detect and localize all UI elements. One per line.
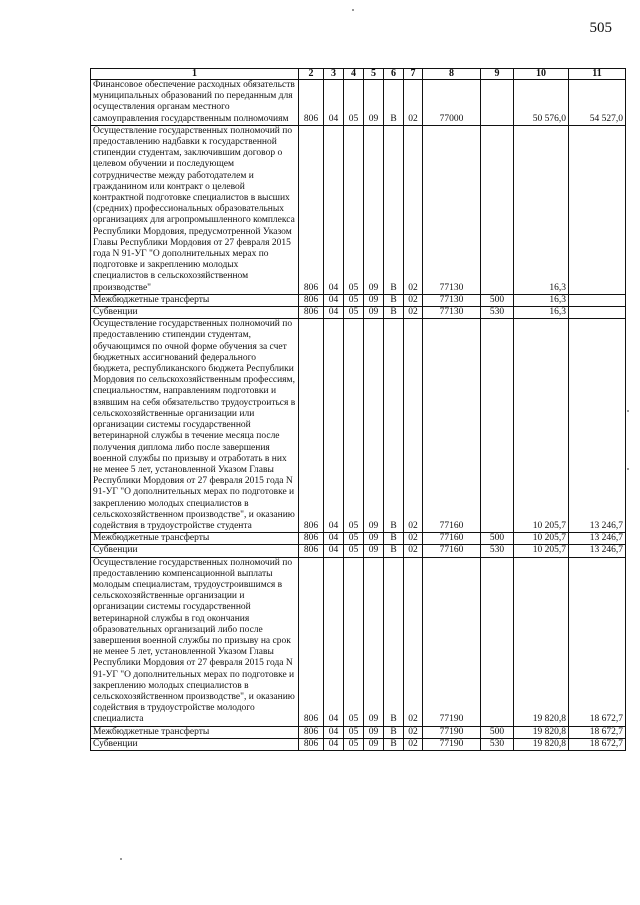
sum-col11-cell (569, 307, 626, 319)
gr7-cell: 02 (404, 307, 423, 319)
table-row (91, 557, 626, 726)
gr3-cell: 04 (324, 125, 344, 294)
gr7-cell: 02 (404, 557, 423, 726)
gr5-cell: 09 (364, 307, 384, 319)
gr6-cell: В (384, 319, 404, 533)
gr5-cell: 09 (364, 726, 384, 738)
gr3-cell: 04 (324, 545, 344, 557)
sum-col11-cell: 18 672,7 (569, 726, 626, 738)
gr8-cell: 77190 (423, 557, 481, 726)
gr3-cell: 04 (324, 533, 344, 545)
gr2-cell: 806 (299, 533, 324, 545)
sum-col10-cell: 19 820,8 (514, 726, 569, 738)
gr2-cell: 806 (299, 557, 324, 726)
gr4-cell: 05 (344, 125, 364, 294)
gr5-cell: 09 (364, 80, 384, 126)
col-header-8: 8 (423, 69, 481, 80)
gr8-cell: 77190 (423, 738, 481, 750)
gr5-cell: 09 (364, 533, 384, 545)
sum-col10-cell: 50 576,0 (514, 80, 569, 126)
description-cell: Осуществление государственных полномочий по предоставлению стипендии студентам, обучающимся по очной форме обучения за счет бюджетных ассигнований федерального бюджета, республиканского бюджета Республики Мордовия по сельскохозяйственным профессиям, специальностям, направлениям подготовки и взявшим на себя обязательство трудоустроиться в сельскохозяйственные организации или организации системы государственной ветеринарной службы в течение месяца после получения диплома либо после завершения военной службы по призыву и отработать в них не менее 5 лет, установленной Указом Главы Республики Мордовия от 27 февраля 2015 года N 91-УГ "О дополнительных мерах по подготовке и закреплению молодых специалистов в сельскохозяйственном производстве", и оказанию содействия в трудоустройстве студента (91, 319, 299, 533)
gr6-cell: В (384, 557, 404, 726)
gr9-cell (481, 80, 514, 126)
gr7-cell: 02 (404, 545, 423, 557)
gr7-cell: 02 (404, 125, 423, 294)
sum-col10-cell: 16,3 (514, 125, 569, 294)
page-number: 505 (589, 20, 612, 36)
scan-speck (120, 858, 122, 860)
sum-col10-cell: 16,3 (514, 307, 569, 319)
sum-col11-cell: 13 246,7 (569, 545, 626, 557)
col-header-1: 1 (91, 69, 299, 80)
sum-col11-cell: 18 672,7 (569, 738, 626, 750)
table-row (91, 125, 626, 294)
col-header-9: 9 (481, 69, 514, 80)
gr5-cell: 09 (364, 319, 384, 533)
col-header-5: 5 (364, 69, 384, 80)
gr6-cell: В (384, 533, 404, 545)
gr2-cell: 806 (299, 738, 324, 750)
description-cell: Осуществление государственных полномочий по предоставлению компенсационной выплаты молодым специалистам, трудоустроившимся в сельскохозяйственные организации и организации системы государственной ветеринарной службы в год окончания образовательных организаций либо после завершения военной службы по призыву на срок не менее 5 лет, установленной Указом Главы Республики Мордовия от 27 февраля 2015 года N 91-УГ "О дополнительных мерах по подготовке и закреплению молодых специалистов в сельскохозяйственном производстве", и оказанию содействия в трудоустройстве молодого специалиста (91, 557, 299, 726)
gr7-cell: 02 (404, 319, 423, 533)
description-cell: Субвенции (91, 545, 299, 557)
gr2-cell: 806 (299, 545, 324, 557)
col-header-4: 4 (344, 69, 364, 80)
sum-col10-cell: 19 820,8 (514, 557, 569, 726)
gr4-cell: 05 (344, 80, 364, 126)
gr5-cell: 09 (364, 545, 384, 557)
table-row (91, 319, 626, 533)
gr9-cell (481, 557, 514, 726)
gr8-cell: 77130 (423, 294, 481, 306)
table-row (91, 738, 626, 750)
gr3-cell: 04 (324, 294, 344, 306)
gr4-cell: 05 (344, 294, 364, 306)
gr3-cell: 04 (324, 557, 344, 726)
gr6-cell: В (384, 125, 404, 294)
col-header-7: 7 (404, 69, 423, 80)
gr9-cell (481, 319, 514, 533)
sum-col11-cell: 18 672,7 (569, 557, 626, 726)
table-row (91, 294, 626, 306)
gr7-cell: 02 (404, 80, 423, 126)
sum-col11-cell (569, 294, 626, 306)
table-row (91, 533, 626, 545)
gr3-cell: 04 (324, 319, 344, 533)
gr8-cell: 77160 (423, 545, 481, 557)
sum-col10-cell: 10 205,7 (514, 319, 569, 533)
gr7-cell: 02 (404, 738, 423, 750)
sum-col10-cell: 16,3 (514, 294, 569, 306)
gr3-cell: 04 (324, 738, 344, 750)
description-cell: Межбюджетные трансферты (91, 533, 299, 545)
gr8-cell: 77190 (423, 726, 481, 738)
col-header-11: 11 (569, 69, 626, 80)
description-cell: Осуществление государственных полномочий по предоставлению надбавки к государственной стипендии студентам, заключившим договор о целевом обучении и последующем сотрудничестве между работодателем и гражданином или контракт о целевой контрактной подготовке специалистов в высших (средних) профессиональных образовательных организациях для агропромышленного комплекса Республики Мордовия, предусмотренной Указом Главы Республики Мордовия от 27 февраля 2015 года N 91-УГ "О дополнительных мерах по подготовке и закреплению молодых специалистов в сельскохозяйственном производстве" (91, 125, 299, 294)
gr6-cell: В (384, 307, 404, 319)
gr9-cell: 530 (481, 738, 514, 750)
sum-col11-cell: 13 246,7 (569, 319, 626, 533)
gr9-cell: 530 (481, 545, 514, 557)
gr2-cell: 806 (299, 726, 324, 738)
gr2-cell: 806 (299, 294, 324, 306)
table-row (91, 545, 626, 557)
gr6-cell: В (384, 80, 404, 126)
gr4-cell: 05 (344, 545, 364, 557)
description-cell: Субвенции (91, 738, 299, 750)
table-row (91, 307, 626, 319)
header-row (91, 69, 626, 80)
table-row (91, 726, 626, 738)
description-cell: Субвенции (91, 307, 299, 319)
gr7-cell: 02 (404, 533, 423, 545)
gr9-cell: 500 (481, 726, 514, 738)
gr6-cell: В (384, 738, 404, 750)
gr5-cell: 09 (364, 125, 384, 294)
gr5-cell: 09 (364, 738, 384, 750)
sum-col11-cell: 54 527,0 (569, 80, 626, 126)
gr2-cell: 806 (299, 307, 324, 319)
scan-speck (627, 410, 629, 412)
col-header-10: 10 (514, 69, 569, 80)
gr4-cell: 05 (344, 726, 364, 738)
col-header-6: 6 (384, 69, 404, 80)
budget-table (90, 68, 626, 751)
gr9-cell (481, 125, 514, 294)
gr5-cell: 09 (364, 294, 384, 306)
gr8-cell: 77130 (423, 125, 481, 294)
col-header-3: 3 (324, 69, 344, 80)
scan-speck (352, 9, 354, 11)
gr3-cell: 04 (324, 80, 344, 126)
gr4-cell: 05 (344, 307, 364, 319)
gr6-cell: В (384, 545, 404, 557)
gr5-cell: 09 (364, 557, 384, 726)
gr3-cell: 04 (324, 726, 344, 738)
description-cell: Межбюджетные трансферты (91, 294, 299, 306)
gr8-cell: 77160 (423, 533, 481, 545)
sum-col10-cell: 10 205,7 (514, 545, 569, 557)
gr9-cell: 530 (481, 307, 514, 319)
gr3-cell: 04 (324, 307, 344, 319)
gr8-cell: 77160 (423, 319, 481, 533)
sum-col10-cell: 19 820,8 (514, 738, 569, 750)
gr6-cell: В (384, 294, 404, 306)
gr6-cell: В (384, 726, 404, 738)
description-cell: Межбюджетные трансферты (91, 726, 299, 738)
sum-col11-cell: 13 246,7 (569, 533, 626, 545)
gr4-cell: 05 (344, 738, 364, 750)
col-header-2: 2 (299, 69, 324, 80)
table-body (91, 80, 626, 751)
description-cell: Финансовое обеспечение расходных обязательств муниципальных образований по переданным для осуществления органам местного самоуправления государственным полномочиям (91, 80, 299, 126)
gr7-cell: 02 (404, 726, 423, 738)
gr4-cell: 05 (344, 319, 364, 533)
sum-col10-cell: 10 205,7 (514, 533, 569, 545)
sum-col11-cell (569, 125, 626, 294)
gr8-cell: 77000 (423, 80, 481, 126)
gr7-cell: 02 (404, 294, 423, 306)
gr2-cell: 806 (299, 319, 324, 533)
gr8-cell: 77130 (423, 307, 481, 319)
scan-speck (627, 468, 629, 470)
gr2-cell: 806 (299, 125, 324, 294)
table-row (91, 80, 626, 126)
gr4-cell: 05 (344, 557, 364, 726)
gr4-cell: 05 (344, 533, 364, 545)
gr2-cell: 806 (299, 80, 324, 126)
gr9-cell: 500 (481, 294, 514, 306)
gr9-cell: 500 (481, 533, 514, 545)
